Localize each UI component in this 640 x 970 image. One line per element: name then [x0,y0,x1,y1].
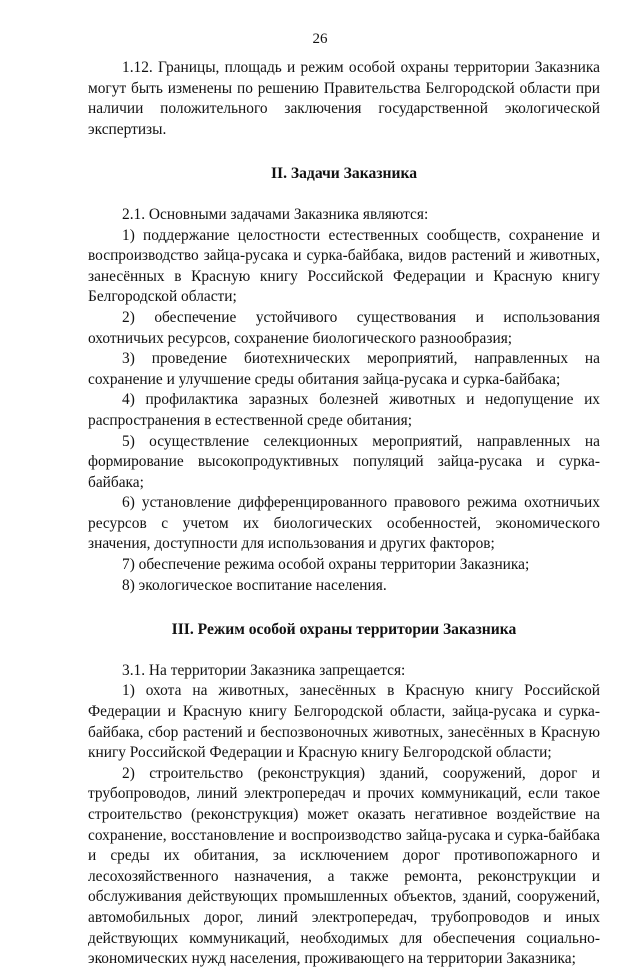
spacer [88,596,600,620]
section-2-title: II. Задачи Заказника [270,165,418,183]
section-3-title: III. Режим особой охраны территории Заказника [171,621,517,639]
section-2-item-4: 4) профилактика заразных болезней животных и недопущение их распространения в естественной среде обитания; [88,391,600,429]
clause-1-12: 1.12. Границы, площадь и режим особой охраны территории Заказника могут быть изменены по решению Правительства Белгородской области при наличии положительного заключения государственной экологической экспертизы. [88,59,600,138]
spacer [88,185,600,205]
section-3-item-1: 1) охота на животных, занесённых в Красную книгу Российской Федерации и Красную книгу Белгородской области, зайца-русака и сурка-байбака, сбор растений и беспозвоночных животных, занесённых в Красную книгу Российской Федерации и Красную книгу Белгородской области; [88,682,600,762]
section-2-item-6: 6) установление дифференцированного правового режима охотничьих ресурсов с учетом их биологических особенностей, экономического значения, доступности для использования и других факторов; [88,494,600,553]
section-2-item-2: 2) обеспечение устойчивого существования и использования охотничьих ресурсов, сохранение биологического разнообразия; [88,308,600,347]
spacer [88,140,600,164]
section-2-intro: 2.1. Основными задачами Заказника являются: [122,205,429,223]
section-3-intro: 3.1. На территории Заказника запрещается: [122,661,406,679]
section-3-item-2: 2) строительство (реконструкция) зданий, сооружений, дорог и трубопроводов, линий электропередач и прочих коммуникаций, если такое строительство (реконструкция) может оказать негативное воздействие на сохранение, восстановление и воспроизводство зайца-русака и сурка-байбака и среды их обитания, за исключением дорог противопожарного и лесохозяйственного назначения, а также ремонта, реконструкции и обслуживания действующих промышленных объектов, зданий, сооружений, автомобильных дорог, линий электропередач, трубопроводов и иных действующих коммуникаций, необходимых для обеспечения социально-экономических нужд населения, проживающего на территории Заказника; [88,764,600,968]
spacer [88,641,600,661]
section-2-item-8: 8) экологическое воспитание населения. [122,576,387,594]
page-number: 26 [312,31,328,47]
section-2-item-5: 5) осуществление селекционных мероприятий, направленных на формирование высокопродуктивных популяций зайца-русака и сурка-байбака; [88,432,600,491]
document-body [88,58,600,970]
section-2-item-1: 1) поддержание целостности естественных сообществ, сохранение и воспроизводство зайца-русака и сурка-байбака, видов растений и животных, занесённых в Красную книгу Российской Федерации и Красную книгу Белгородской области; [88,226,600,306]
section-2-item-3: 3) проведение биотехнических мероприятий, направленных на сохранение и улучшение среды обитания зайца-русака и сурка-байбака; [88,350,600,388]
section-2-item-7: 7) обеспечение режима особой охраны территории Заказника; [122,556,530,574]
